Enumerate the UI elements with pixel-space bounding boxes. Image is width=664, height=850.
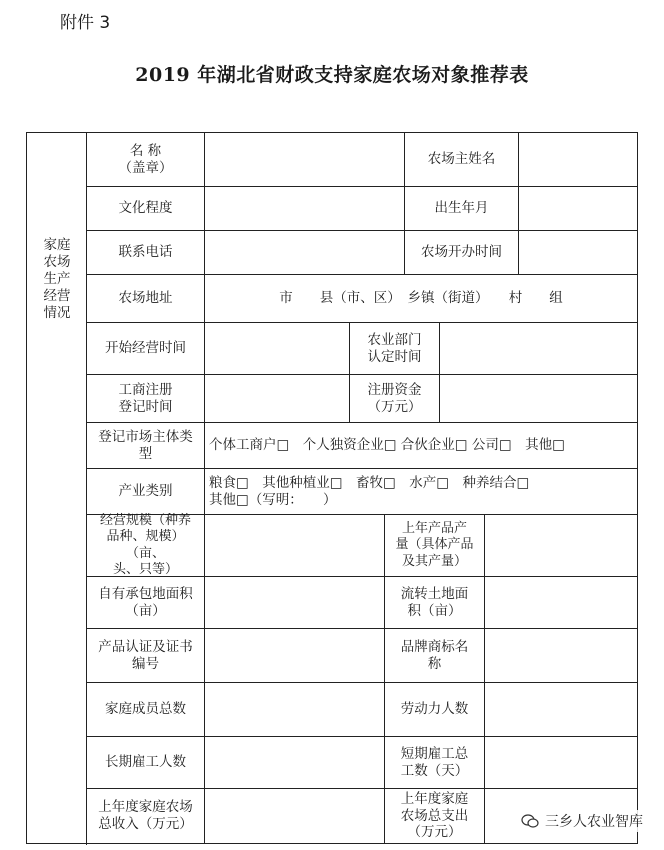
input-registration-time[interactable]: [205, 375, 350, 423]
input-total-income[interactable]: [205, 789, 385, 843]
label-open-time: 农场开办时间: [405, 231, 519, 275]
label-address: 农场地址: [87, 275, 205, 323]
label-industry: 产业类别: [87, 469, 205, 515]
input-labor[interactable]: [485, 683, 637, 737]
label-short-term-days: 短期雇工总 工数（天）: [385, 737, 485, 789]
input-birth[interactable]: [519, 187, 637, 231]
label-start-time: 开始经营时间: [87, 323, 205, 375]
input-owner-name[interactable]: [519, 133, 637, 187]
label-family-members: 家庭成员总数: [87, 683, 205, 737]
label-long-term-workers: 长期雇工人数: [87, 737, 205, 789]
label-own-land: 自有承包地面积 （亩）: [87, 577, 205, 629]
label-total-income: 上年度家庭农场 总收入（万元）: [87, 789, 205, 843]
label-transfer-land: 流转土地面 积（亩）: [385, 577, 485, 629]
watermark-text: 三乡人农业智库: [545, 814, 643, 830]
input-certify-time[interactable]: [440, 323, 637, 375]
input-transfer-land[interactable]: [485, 577, 637, 629]
input-start-time[interactable]: [205, 323, 350, 375]
input-registered-capital[interactable]: [440, 375, 637, 423]
input-last-output[interactable]: [485, 515, 637, 577]
label-last-output: 上年产品产 量（具体产品 及其产量）: [385, 515, 485, 577]
input-open-time[interactable]: [519, 231, 637, 275]
label-name: 名 称 （盖章）: [87, 133, 205, 187]
watermark: [518, 810, 646, 832]
label-brand: 品牌商标名 称: [385, 629, 485, 683]
entity-type-options[interactable]: 个体工商户□ 个人独资企业□ 合伙企业□ 公司□ 其他□: [205, 423, 637, 469]
label-registration-time: 工商注册 登记时间: [87, 375, 205, 423]
label-total-expense: 上年度家庭 农场总支出 （万元）: [385, 789, 485, 843]
input-phone[interactable]: [205, 231, 405, 275]
address-field[interactable]: 市 县（市、区） 乡镇（街道） 村 组: [205, 275, 637, 323]
wechat-icon: [521, 814, 539, 828]
label-education: 文化程度: [87, 187, 205, 231]
label-scale: 经营规模（种养 品种、规模）（亩、 头、只等）: [87, 515, 205, 577]
input-brand[interactable]: [485, 629, 637, 683]
attachment-label: 附件 3: [60, 13, 111, 33]
label-registered-capital: 注册资金 （万元）: [350, 375, 440, 423]
label-entity-type: 登记市场主体类 型: [87, 423, 205, 469]
section-label: 家庭农场生产经营情况: [27, 133, 87, 845]
input-certification[interactable]: [205, 629, 385, 683]
industry-options[interactable]: 粮食□ 其他种植业□ 畜牧□ 水产□ 种养结合□ 其他□（写明： ）: [205, 469, 637, 515]
input-education[interactable]: [205, 187, 405, 231]
input-name[interactable]: [205, 133, 405, 187]
input-scale[interactable]: [205, 515, 385, 577]
recommendation-form: [26, 132, 638, 844]
form-title: 2019 年湖北省财政支持家庭农场对象推荐表: [135, 64, 529, 86]
label-owner-name: 农场主姓名: [405, 133, 519, 187]
input-family-members[interactable]: [205, 683, 385, 737]
input-long-term-workers[interactable]: [205, 737, 385, 789]
input-short-term-days[interactable]: [485, 737, 637, 789]
input-own-land[interactable]: [205, 577, 385, 629]
label-certify-time: 农业部门 认定时间: [350, 323, 440, 375]
label-certification: 产品认证及证书 编号: [87, 629, 205, 683]
label-labor: 劳动力人数: [385, 683, 485, 737]
label-phone: 联系电话: [87, 231, 205, 275]
label-birth: 出生年月: [405, 187, 519, 231]
